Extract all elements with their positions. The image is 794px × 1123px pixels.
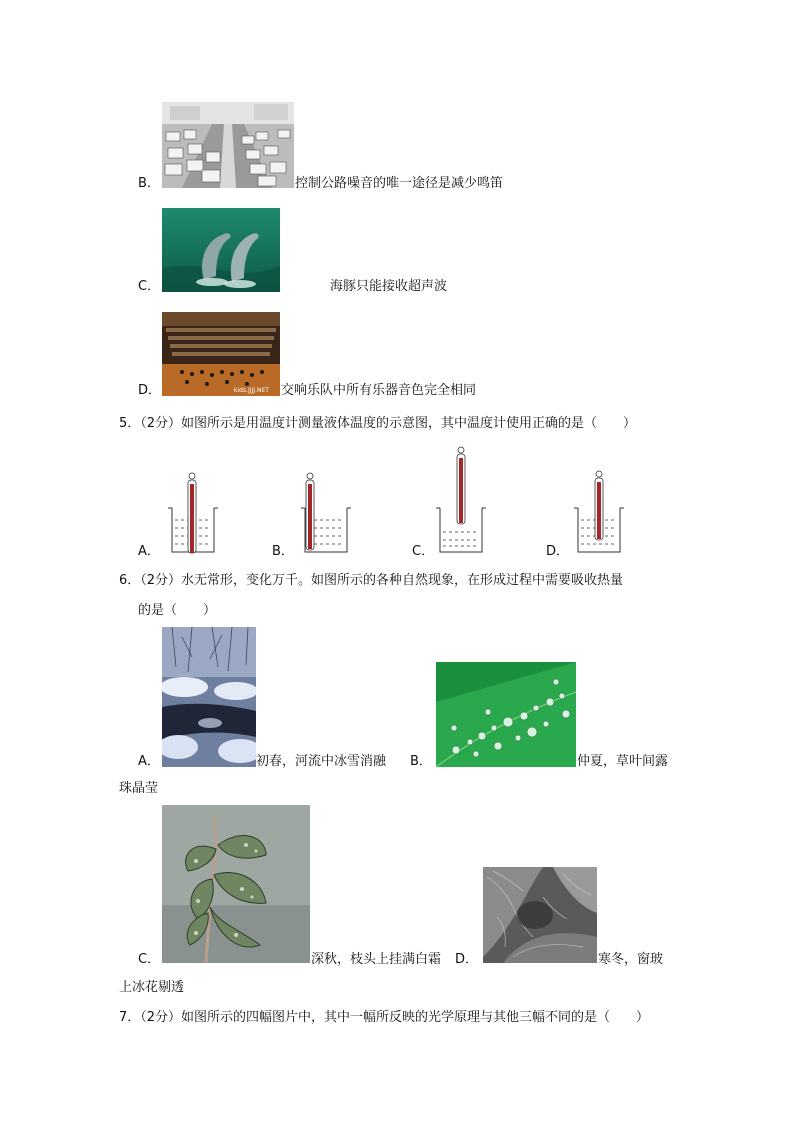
- frost-on-branch-image: [162, 805, 310, 963]
- q6-option-a-text: 初春，河流中冰雪消融: [256, 754, 387, 769]
- beaker-d-diagram: [574, 471, 624, 552]
- dolphins-image: [162, 208, 280, 292]
- orchestra-image: [162, 312, 280, 396]
- q6-option-d-letter: D．: [455, 952, 479, 967]
- q5-option-c: C．: [412, 544, 435, 559]
- image-watermark: kids.JJJJ.NET: [234, 387, 269, 394]
- q4-option-c-text: 海豚只能接收超声波: [330, 279, 448, 294]
- q5-option-b: B．: [272, 544, 294, 559]
- q6-option-b-letter: B．: [410, 754, 432, 769]
- q6-stem-line2: 的是（ ）: [138, 603, 217, 618]
- window-frost-pattern-image: [483, 867, 597, 963]
- q6-option-d-text-line1: 寒冬，窗玻: [598, 952, 664, 967]
- dew-on-leaf-image: [436, 662, 576, 767]
- q4-option-d-letter: D．: [138, 383, 162, 398]
- q6-option-b-text-line2: 珠晶莹: [119, 781, 159, 796]
- traffic-jam-image: [162, 102, 294, 188]
- q6-option-b-text-line1: 仲夏，草叶间露: [577, 754, 669, 769]
- beaker-c-diagram: [436, 447, 486, 552]
- q6-stem-line1: 6．（2分）水无常形，变化万千。如图所示的各种自然现象，在形成过程中需要吸收热量: [119, 573, 624, 588]
- beaker-a-diagram: [168, 473, 218, 553]
- q4-option-c-letter: C．: [138, 279, 161, 294]
- q4-option-d-text: 交响乐队中所有乐器音色完全相同: [281, 383, 477, 398]
- q6-option-d-text-line2: 上冰花剔透: [119, 980, 185, 995]
- thermometer-diagrams: [0, 440, 794, 565]
- q7-stem: 7．（2分）如图所示的四幅图片中，其中一幅所反映的光学原理与其他三幅不同的是（ ）: [119, 1010, 650, 1025]
- q6-option-c-letter: C．: [138, 952, 161, 967]
- q5-stem: 5．（2分）如图所示是用温度计测量液体温度的示意图，其中温度计使用正确的是（ ）: [119, 416, 637, 431]
- q4-option-b-letter: B．: [138, 176, 160, 191]
- q5-option-d: D．: [546, 544, 570, 559]
- q4-option-b-text: 控制公路噪音的唯一途径是减少鸣笛: [295, 176, 504, 191]
- melting-snow-river-image: [162, 627, 256, 767]
- q5-option-a: A．: [138, 544, 160, 559]
- q6-option-c-text: 深秋，枝头上挂满白霜: [311, 952, 442, 967]
- beaker-b-diagram: [301, 473, 351, 552]
- q6-option-a-letter: A．: [138, 754, 160, 769]
